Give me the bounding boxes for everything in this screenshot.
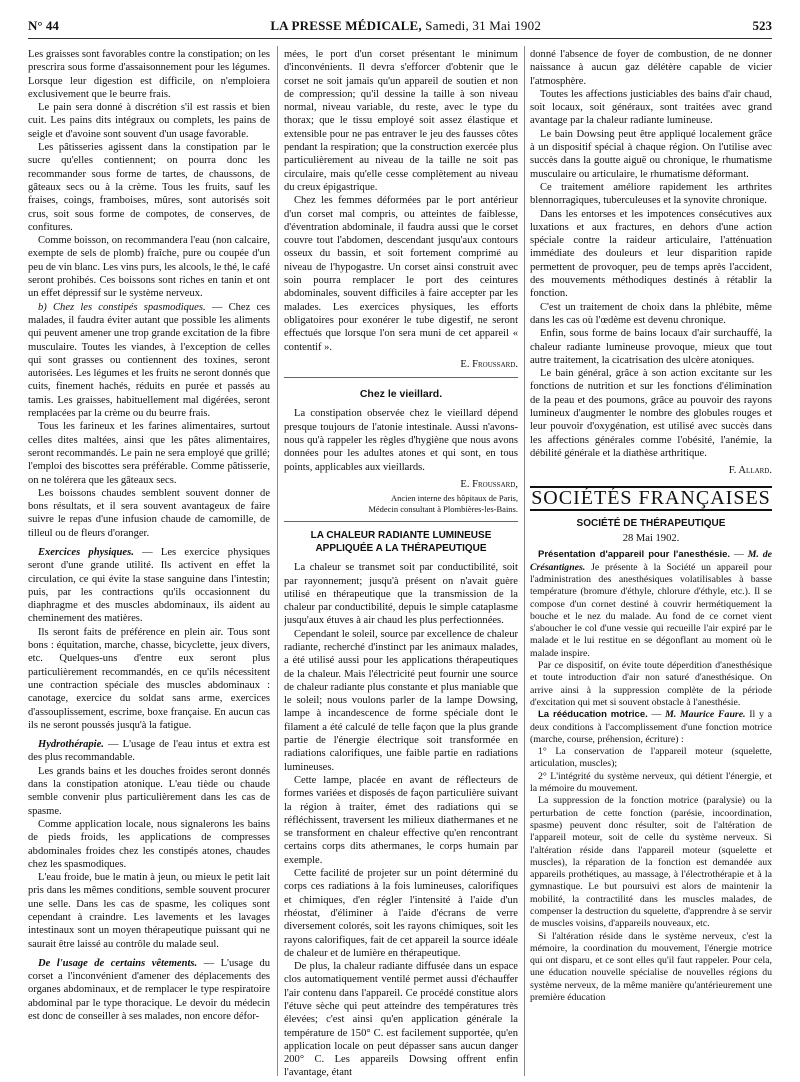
paragraph: Par ce dispositif, on évite toute déperdition d'anesthésique et toute introduction d'air non saturé d'anesthésique. On arrive ainsi à la suppression complète de la période d'excitation qui met si souvent obstacle à l'anesthésie. (530, 660, 772, 708)
paragraph-text: Il y a deux conditions à l'accomplissement d'une fonction motrice (marche, course, préhension, écriture) : (530, 709, 772, 745)
society-heading: SOCIÉTÉ DE THÉRAPEUTIQUE (576, 517, 726, 529)
author-title: Ancien interne des hôpitaux de Paris, (391, 493, 518, 504)
paragraph-text: — Chez ces malades, il faudra éviter autant que possible les aliments qui peuvent amener une trop grande excitation de la fibre musculaire. Toutes les viandes, à l'exception de celles qui sont grasses ou contiennent des toxines, seront autorisées. Les légumes et les fruits ne seront donnés que cuits, finement hachés, réduits en purée et passés au tamis. Les graisses, habituellement mal digérées, seront remplacées par la crème ou du beurre frais. (28, 301, 270, 420)
paragraph: Tous les farineux et les farines alimentaires, surtout celles dites maltées, ainsi que les pâtes alimentaires, seront recommandés. Le pain ne sera employé que grillé; l'emploi des biscottes sera préférable. Comme pâtisserie, on ne tolérera que les gâteaux secs. (28, 421, 270, 486)
paragraph: Ils seront faits de préférence en plein air. Tous sont bons : équitation, marche, chasse, bicyclette, jeux divers, etc. Quelques-uns d'entre eux seront plus particulièrement recommandés, en ce qu'ils nécessitent une contraction spéciale des muscles abdominaux : canotage, exercice du soldat sans arme, exercices d'assouplissement, escrime, boxe française. En aucun cas ils ne seront poussés jusqu'à la fatigue. (28, 626, 270, 731)
issue-number: N° 44 (28, 18, 59, 33)
article-title-line: APPLIQUÉE A LA THÉRAPEUTIQUE (315, 542, 487, 554)
column-2 (284, 48, 518, 1078)
column-rule (524, 46, 525, 1076)
paragraph: 1° La conservation de l'appareil moteur (squelette, articulation, muscles); (530, 746, 772, 770)
article-title (284, 530, 518, 555)
paragraph: Le bain général, grâce à son action excitante sur les fonctions de nutrition et sur les fonctions d'élimination de la peau et des poumons, grâce au pouvoir des rayons lumineux d'augmenter le nombre des globules rouges et leur pouvoir d'oxygénation, est utilisé avec succès dans les affections générales comme l'obésité, l'anémie, la débilité générale et la diathèse arthritique. (530, 368, 772, 459)
section-heading: De l'usage de certains vêtements. (38, 957, 198, 969)
paragraph: 2° L'intégrité du système nerveux, qui détient l'énergie, et la mémoire du mouvement. (530, 770, 772, 795)
section-heading: Exercices physiques. (38, 546, 134, 558)
paragraph: Chez les femmes déformées par le port antérieur d'un corset mal compris, ou atteintes de faiblesse, d'éventration abdominale, il faudra aussi que le corset couvre tout l'abdomen, descendant jusqu'aux contours osseux du bassin, et soit fortement comprimé au niveau de l'hypogastre. Un corset ainsi construit avec soin pourra remplacer le port des ceintures abdominales, souvent difficiles à faire accepter par les malades. Les exercices physiques, les efforts obligatoires pour exonérer le tube digestif, ne seront effectués que lorsque l'on sera muni de cet appareil « contentif ». (284, 195, 518, 353)
paragraph: C'est un traitement de choix dans la phlébite, même dans les cas où l'œdème est devenu chronique. (530, 301, 772, 326)
speaker-name: M. Maurice Faure. (665, 709, 746, 721)
meeting-date: 28 Mai 1902. (622, 533, 680, 545)
paragraph (28, 546, 270, 626)
journal-name: LA PRESSE MÉDICALE, (270, 18, 422, 33)
paragraph: Cependant le soleil, source par excellence de chaleur radiante, recherché d'instinct par les animaux malades, a été utilisé aussi pour les applications thérapeutiques de la chaleur. Mais l'électricité peut fournir une source de chaleur radiante plus constante et plus maniable que le soleil; nous voulons parler de la lampe Dowsing, lampe à incandescence de forme spéciale dont le filament a été calculé de telle façon que la plus grande partie de l'énergie électrique soit transformée en radiations calorifiques, une faible partie en radiations lumineuses. (284, 628, 518, 773)
paragraph (28, 301, 270, 421)
paragraph-text: — L'usage du corset a l'inconvénient d'amener des déplacements des organes abdominaux, et de remplacer le type respiratoire abdominal par le type thoracique. Le devoir du médecin est donc de conseiller à ses malades, non encore défor- (28, 957, 270, 1023)
paragraph: Comme application locale, nous signalerons les bains de pieds froids, les applications de compresses abdominales froides chez les constipés atones, chaudes chez les spasmodiques. (28, 818, 270, 870)
paragraph: Ce traitement améliore rapidement les arthrites blennorragiques, tuberculeuses et la synovite chronique. (530, 181, 772, 207)
issue-date: Samedi, 31 Mai 1902 (421, 18, 542, 33)
paragraph: Les grands bains et les douches froides seront donnés dans la constipation atonique. L'eau tiède ou chaude semble convenir plus particulièrement dans les cas de spasme. (28, 765, 270, 817)
paragraph: mées, le port d'un corset présentant le minimum d'inconvénients. Il devra s'efforcer d'obtenir que le corset ne soit jamais qu'un appareil de soutien et non de compression; qu'il dessine la taille à son niveau normal, niveau variable, du reste, avec le type du thorax; que le tissu employé soit assez élastique et extensible pour ne pas entraver le jeu des fausses côtes pendant la respiration; que la construction exercée plus particulièrement au niveau de la taille ne soit pas circulaire, mais qu'elle cesse complètement au niveau du creux épigastrique. (284, 49, 518, 193)
author-signature: E. Froussard. (460, 358, 518, 370)
item-title: La rééducation motrice. (538, 709, 648, 721)
paragraph-text: — L'usage de l'eau intus et extra est des plus recommandable. (28, 739, 270, 764)
journal-title (270, 18, 541, 34)
paragraph: Comme boisson, on recommandera l'eau (non calcaire, exempte de sels de plomb) fraîche, pure ou coupée d'un peu de vin blanc. Les vins purs, les alcools, le thé, le café seront prohibés. Ces boissons sont riches en tanin et ont un effet dépressif sur le système nerveux. (28, 235, 270, 300)
paragraph: Cette lampe, placée en avant de réflecteurs de formes variées et disposés de façon particulière suivant la région à traiter, émet des radiations qui se réfléchissent, traversent les milieux diathermanes et ne se transforment en chaleur effective qu'en rencontrant certains corps dits athermanes, le corps humain par exemple. (284, 774, 518, 866)
paragraph: La suppression de la fonction motrice (paralysie) ou la perturbation de cette fonction (parésie, incoordination, spasme) peuvent donc résulter, soit de l'altération de l'appareil moteur, soit de celle du système nerveux. Si l'altération réside dans l'appareil moteur (squelette et muscles), la réparation de la fonction est demandée aux appareils prothétiques, au massage, à l'électrothérapie et à la gymnastique. Le but poursuivi est alors de maintenir la mobilité, la contractilité dans les muscles malades, de compenser la destruction du squelette, d'apprendre à se servir de muscles voisins, d'appareils nouveaux, etc. (530, 795, 772, 930)
page-header (28, 18, 772, 39)
divider (284, 521, 518, 522)
section-banner: SOCIÉTÉS FRANÇAISES (530, 486, 772, 511)
author-signature: F. Allard. (728, 465, 772, 477)
paragraph: Si l'altération réside dans le système nerveux, c'est la mémoire, la coordination du mouvement, l'énergie motrice qui ont disparu, et ce sont elles qu'il faut rappeler. Pour cela, une éducation nouvelle spécialise de nouvelles régions du système nerveux, de la même manière qu'antérieurement une première éducation (530, 930, 772, 1004)
paragraph: Enfin, sous forme de bains locaux d'air surchauffé, la chaleur radiante lumineuse provoque, mieux que tout autre traitement, la cicatrisation des ulcère atoniques. (530, 328, 772, 366)
paragraph: Les boissons chaudes semblent souvent donner de bons résultats, et il sera souvent avantageux de faire suivre le repas d'une infusion chaude de camomille, de tilleul ou de fleurs d'oranger. (28, 487, 270, 539)
paragraph: Toutes les affections justiciables des bains d'air chaud, soit locaux, soit généraux, sont traitées avec grand avantage par la chaleur radiante lumineuse. (530, 88, 772, 127)
subsection-heading: b) Chez les constipés spasmodiques. (38, 301, 206, 313)
section-heading: Hydrothérapie. (38, 739, 104, 751)
speaker-name: M. de Crésantignes. (530, 549, 772, 573)
paragraph: donné l'absence de foyer de combustion, de ne donner naissance à aucun gaz délétère capable de vicier l'atmosphère. (530, 49, 772, 87)
paragraph: La chaleur se transmet soit par conductibilité, soit par rayonnement; jusqu'à présent on n'avait guère utilisé en thérapeutique que la transmission de la chaleur par conductibilité, depuis le simple cataplasme jusqu'aux étuves à air chaud les plus perfectionnées. (284, 562, 518, 627)
paragraph: De plus, la chaleur radiante diffusée dans un espace clos automatiquement ventilé permet aussi d'échauffer l'air contenu dans l'appareil. Ce procédé constitue alors l'étuve sèche qui peut atteindre des températures très élevées; c'est ainsi qu'en application générale la température de 150° C. est facilement supportée, qu'en application locale on peut dépasser sans aucun danger 200° C. Les appareils Dowsing offrent enfin l'avantage, étant (284, 961, 518, 1078)
paragraph: Les graisses sont favorables contre la constipation; on les prescrira sous forme d'assaisonnement pour les légumes. Lorsque leur digestion est difficile, on n'emploiera exclusivement que le beurre frais. (28, 49, 270, 100)
paragraph (28, 957, 270, 1023)
paragraph-text: Je présente à la Société un appareil pour l'administration des anesthésiques volatilisables à basse température (bromure d'éthyle, chlorure d'éthyle, etc.). Il se compose d'un cornet destiné à couvrir hermétiquement la bouche et le nez du malade. Au fond de ce cornet vient s'aboucher le col d'une vessie qui recueille l'air expiré par le malade et le lui restitue en se dégonflant au moment où le malade inspire. (530, 561, 772, 659)
paragraph-text: — Les exercice physiques seront d'une grande utilité. Ils activent en effet la circulation, ce qui évite la stase sanguine dans l'intestin; puis, par les contractions qu'ils occasionnent du diaphragme et des muscles abdominaux, ils aident au cheminement des matières. (28, 546, 270, 625)
section-heading: Chez le vieillard. (359, 388, 443, 401)
paragraph: La rééducation motrice. — M. Maurice Faure. Il y a deux conditions à l'accomplissement d'une fonction motrice (marche, course, préhension, écriture) : (530, 709, 772, 745)
item-title: Présentation d'appareil pour l'anesthésie. (538, 549, 731, 561)
paragraph: Cette facilité de projeter sur un point déterminé du corps ces radiations à la fois lumineuses, calorifiques et chimiques, d'en régler l'intensité à l'aide d'un rhéostat, d'éliminer à l'aide d'écrans de verre diversement colorés, soit les rayons chimiques, soit les rayons calorifiques, fait de cet appareil la source idéale de chaleur et de lumière en thérapeutique. (284, 868, 518, 959)
paragraph: Le bain Dowsing peut être appliqué localement grâce à un dispositif spécial à chaque région. On l'utilise avec succès dans la goutte aiguë ou chronique, le rhumatisme musculaire ou articulaire, le rhumatisme déformant. (530, 128, 772, 180)
author-title: Médecin consultant à Plombières-les-Bains. (368, 504, 518, 515)
column-1 (28, 48, 270, 1078)
paragraph: La constipation observée chez le vieillard dépend presque toujours de l'atonie intestinale. Aussi n'avons-nous qu'à rappeler les règles d'hygiène que nous avons données pour les adultes atones et qui sont, en tous points, applicables aux vieillards. (284, 408, 518, 473)
paragraph: Présentation d'appareil pour l'anesthésie. — M. de Crésantignes. Je présente à la Société un appareil pour l'administration des anesthésiques volatilisables à basse température (bromure d'éthyle, chlorure d'éthyle, etc.). Il se compose d'un cornet destiné à couvrir hermétiquement la bouche et le nez du malade. Au fond de ce cornet vient s'aboucher le col d'une vessie qui recueille l'air expiré par le malade et le lui restitue en se dégonflant au moment où le malade inspire. (530, 549, 772, 659)
paragraph: Le pain sera donné à discrétion s'il est rassis et bien cuit. Les pains dits intégraux ou complets, les pains de seigle et d'avoine sont souvent d'un usage favorable. (28, 102, 270, 140)
divider (284, 377, 518, 378)
author-signature: E. Froussard, (460, 478, 518, 490)
page-number: 523 (752, 18, 772, 33)
paragraph: Dans les entorses et les impotences consécutives aux luxations et aux fractures, en dehors d'une action spéciale contre la raideur articulaire, l'atténuation immédiate des douleurs et leur disparition rapide permettent de provoquer, peu de temps après l'accident, des mouvements méthodiques destinés à rétablir la fonction. (530, 208, 772, 300)
column-rule (277, 46, 278, 1076)
paragraph (28, 738, 270, 765)
paragraph: L'eau froide, bue le matin à jeun, ou mieux le petit lait pris dans les mêmes conditions, semble souvent procurer une selle. Dans les cas de spasme, les coliques sont cependant à craindre. Les lavements et les lavages intestinaux sont un moyen thérapeutique puissant qui ne saurait être laissé au contrôle du malade seul. (28, 872, 270, 950)
paragraph: Les pâtisseries agissent dans la constipation par le sucre qu'elles contiennent; on pourra donc les recommander sous forme de tartes, de chaussons, de gâteaux secs ou à la crème. Tous les fruits, sauf les fraises, coings, framboises, mûres, sont autorisés soit crus, soit sous forme de compotes, de conserves, de confitures. (28, 142, 270, 233)
article-title-line: LA CHALEUR RADIANTE LUMINEUSE (310, 530, 492, 542)
proceedings (530, 549, 772, 1004)
column-3 (530, 48, 772, 1078)
